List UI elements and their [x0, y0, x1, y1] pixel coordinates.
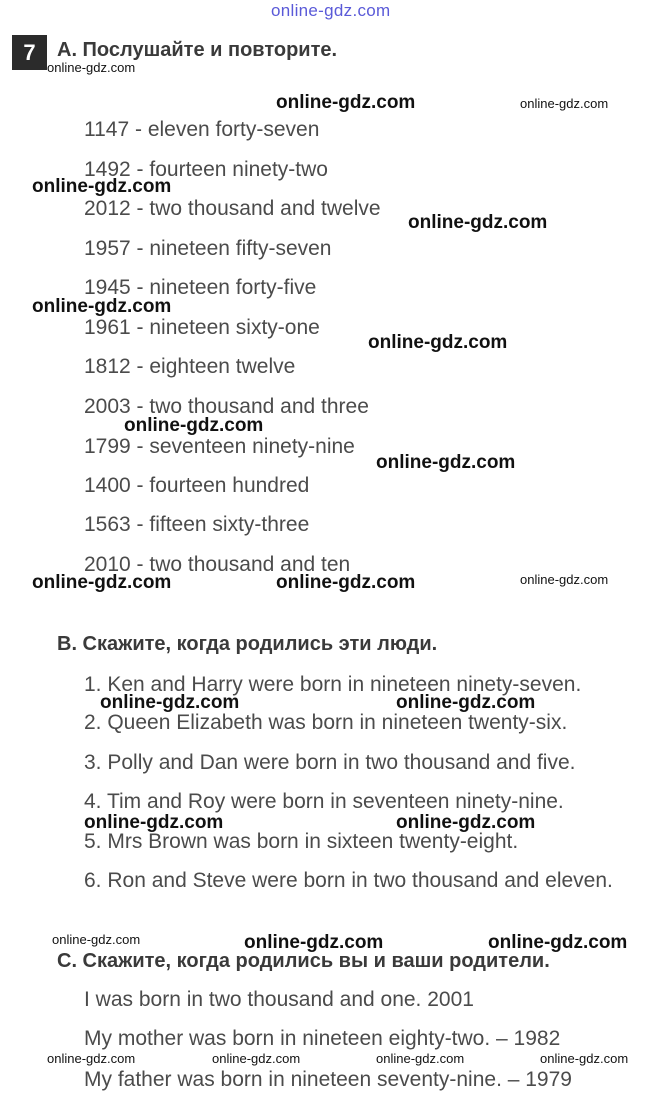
section-b-line: 4. Tim and Roy were born in seventeen ninety-nine. — [84, 790, 564, 813]
section-a-line: 1563 - fifteen sixty-three — [84, 513, 310, 536]
exercise-number-badge: 7 — [12, 35, 47, 70]
watermark: online-gdz.com — [32, 296, 172, 317]
section-a-line: 1812 - eighteen twelve — [84, 355, 296, 378]
section-c-line: My mother was born in nineteen eighty-two. – 1982 — [84, 1027, 561, 1050]
section-c-line: My father was born in nineteen seventy-nine. – 1979 — [84, 1068, 572, 1091]
watermark: online-gdz.com — [488, 932, 628, 953]
section-c-line: I was born in two thousand and one. 2001 — [84, 988, 474, 1011]
section-a-line: 2010 - two thousand and ten — [84, 553, 351, 576]
watermark: online-gdz.com — [540, 1051, 629, 1066]
site-header: online-gdz.com — [271, 1, 391, 20]
section-b-line: 1. Ken and Harry were born in nineteen ninety-seven. — [84, 673, 582, 696]
watermark: online-gdz.com — [84, 812, 224, 833]
section-a-line: 2012 - two thousand and twelve — [84, 197, 381, 220]
section-b-line: 2. Queen Elizabeth was born in nineteen twenty-six. — [84, 711, 568, 734]
section-a-line: 1957 - nineteen fifty-seven — [84, 237, 332, 260]
section-b-line: 3. Polly and Dan were born in two thousand and five. — [84, 751, 576, 774]
watermark: online-gdz.com — [276, 572, 416, 593]
watermark: online-gdz.com — [32, 176, 172, 197]
watermark: online-gdz.com — [376, 1051, 465, 1066]
section-b-line: 6. Ron and Steve were born in two thousand and eleven. — [84, 869, 613, 892]
watermark: online-gdz.com — [32, 572, 172, 593]
section-a-line: 2003 - two thousand and three — [84, 395, 369, 418]
watermark: online-gdz.com — [100, 692, 240, 713]
watermark: online-gdz.com — [52, 932, 141, 947]
section-a-heading: A. Послушайте и повторите. — [57, 39, 338, 61]
watermark: online-gdz.com — [368, 332, 508, 353]
watermark: online-gdz.com — [396, 692, 536, 713]
watermark: online-gdz.com — [376, 452, 516, 473]
section-a-line: 1400 - fourteen hundred — [84, 474, 310, 497]
watermark: online-gdz.com — [47, 1051, 136, 1066]
watermark: online-gdz.com — [212, 1051, 301, 1066]
section-a-line: 1799 - seventeen ninety-nine — [84, 435, 355, 458]
watermark: online-gdz.com — [276, 92, 416, 113]
section-a-line: 1492 - fourteen ninety-two — [84, 158, 328, 181]
section-c-heading: C. Скажите, когда родились вы и ваши родители. — [57, 950, 550, 972]
watermark: online-gdz.com — [396, 812, 536, 833]
watermark: online-gdz.com — [244, 932, 384, 953]
section-a-line: 1961 - nineteen sixty-one — [84, 316, 320, 339]
section-b-heading: B. Скажите, когда родились эти люди. — [57, 633, 438, 655]
watermark: online-gdz.com — [520, 96, 609, 111]
section-a-line: 1147 - eleven forty-seven — [84, 118, 320, 141]
section-a-line: 1945 - nineteen forty-five — [84, 276, 317, 299]
watermark: online-gdz.com — [520, 572, 609, 587]
watermark: online-gdz.com — [124, 415, 264, 436]
watermark: online-gdz.com — [47, 60, 136, 75]
section-b-line: 5. Mrs Brown was born in sixteen twenty-eight. — [84, 830, 519, 853]
watermark: online-gdz.com — [408, 212, 548, 233]
